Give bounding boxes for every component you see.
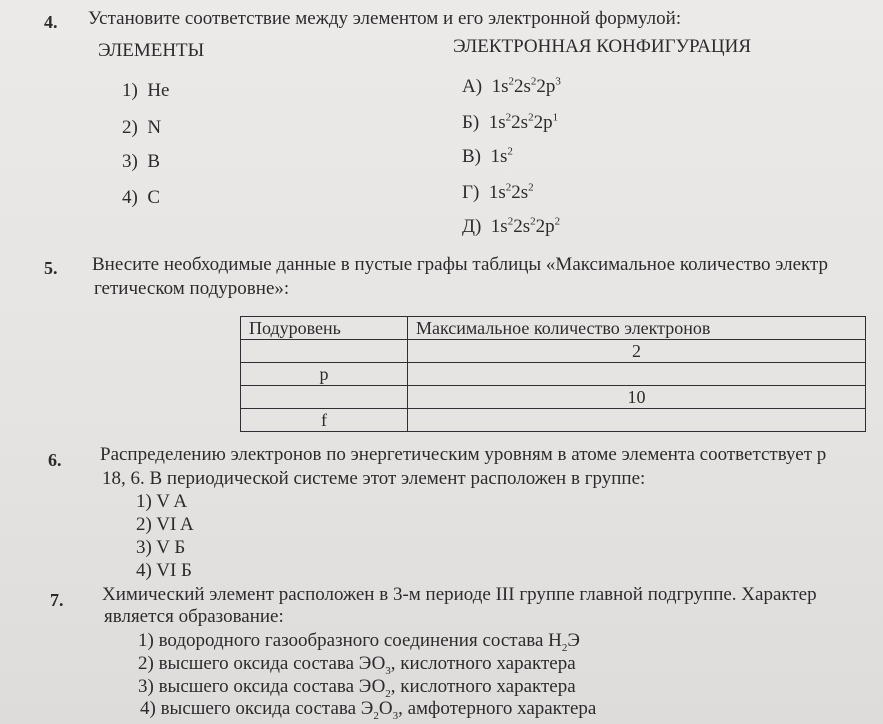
- q4-col-config: ЭЛЕКТРОННАЯ КОНФИГУРАЦИЯ: [453, 36, 752, 57]
- config-item: Г) $1s^22s^2$: [462, 181, 534, 203]
- table-cell: [408, 363, 866, 386]
- q6-option: 2) VI A: [136, 514, 194, 535]
- q7-option: 2) высшего оксида состава $ЭО_3$, кислотного характера: [138, 653, 576, 677]
- q4-number: 4.: [44, 12, 58, 32]
- q6-option: 4) VI Б: [136, 560, 192, 581]
- table-cell: 10: [408, 386, 866, 409]
- table-cell: [408, 409, 866, 432]
- table-row: [241, 340, 866, 363]
- q7-option: 1) водородного газообразного соединения состава $Н_2Э$: [138, 630, 580, 654]
- table-cell: 2: [408, 340, 866, 363]
- table-cell: f: [241, 409, 408, 432]
- config-item: Б) $1s^22s^22p^1$: [462, 111, 559, 133]
- q6-number: 6.: [48, 450, 62, 470]
- table-header-cell: Максимальное количество электронов: [408, 317, 866, 340]
- element-item: 1) He: [122, 80, 170, 101]
- q4-prompt: Установите соответствие между элементом и его электронной формулой:: [88, 8, 682, 29]
- q5-text-line2: гетическом подуровне»:: [94, 278, 290, 299]
- q5-number: 5.: [44, 258, 58, 278]
- q7-option: 3) высшего оксида состава $ЭО_2$, кислотного характера: [138, 676, 576, 700]
- q7-text-line1: Химический элемент расположен в 3-м периоде III группе главной подгруппе. Характер: [102, 584, 817, 605]
- table-row: [241, 386, 866, 409]
- table-row: [241, 409, 866, 432]
- table-row: [241, 363, 866, 386]
- q7-number: 7.: [50, 590, 64, 610]
- table-cell: [241, 386, 408, 409]
- q5-text-line1: Внесите необходимые данные в пустые графы таблицы «Максимальное количество электр: [92, 254, 829, 275]
- table-header-cell: Подуровень: [241, 317, 408, 340]
- q4-col-elements: ЭЛЕМЕНТЫ: [98, 40, 205, 61]
- q6-option: 3) V Б: [136, 537, 186, 558]
- sublevel-table: [240, 316, 866, 432]
- element-item: 4) C: [122, 187, 161, 208]
- element-item: 2) N: [122, 117, 162, 138]
- element-item: 3) B: [122, 151, 161, 172]
- table-cell: [241, 340, 408, 363]
- q6-text-line2: 18, 6. В периодической системе этот элемент расположен в группе:: [102, 468, 646, 489]
- table-header-row: [241, 317, 866, 340]
- config-item: Д) $1s^22s^22p^2$: [462, 215, 561, 237]
- q6-text-line1: Распределению электронов по энергетическим уровням в атоме элемента соответствует р: [100, 444, 827, 465]
- config-item: В) $1s^2$: [462, 145, 513, 167]
- config-item: А) $1s^22s^22p^3$: [462, 75, 561, 97]
- table-cell: p: [241, 363, 408, 386]
- q6-option: 1) V A: [136, 491, 188, 512]
- q7-option: 4) высшего оксида состава $Э_2О_3$, амфотерного характера: [140, 698, 597, 722]
- q7-text-line2: является образование:: [104, 606, 284, 627]
